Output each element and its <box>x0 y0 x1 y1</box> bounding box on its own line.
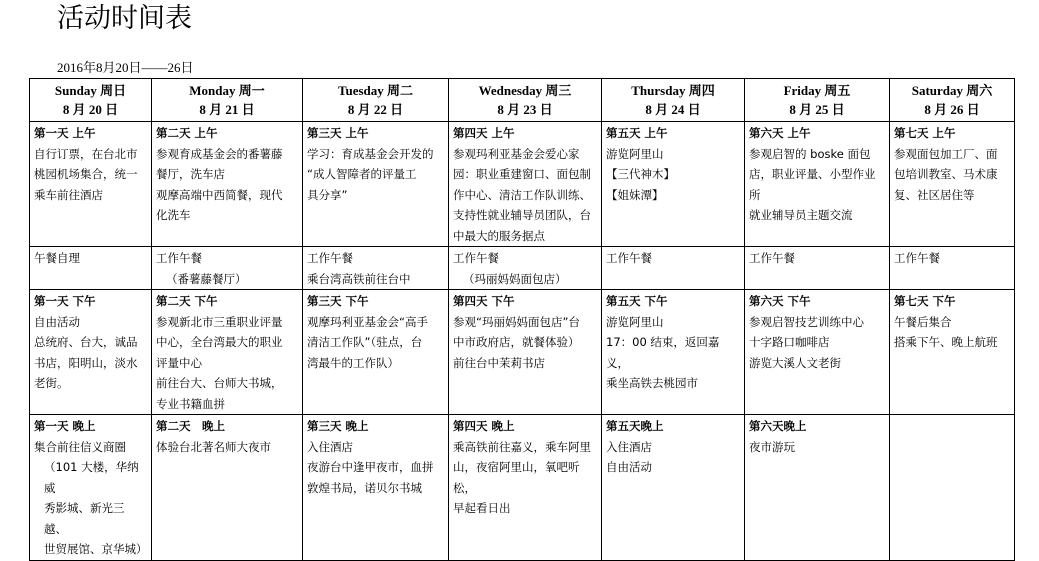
schedule-cell <box>152 415 303 561</box>
cell-heading: 第一天 上午 <box>34 126 96 140</box>
cell-text: 就业辅导员主题交流 <box>749 208 853 222</box>
cell-heading: 第四天 晚上 <box>453 419 515 433</box>
cell-text: 包培训教室、马术康 <box>894 167 998 181</box>
schedule-cell <box>745 290 890 415</box>
lunch-row <box>30 247 1015 290</box>
cell-text: 园：职业重建窗口、面包制 <box>453 167 591 181</box>
cell-text: （101 大楼，华纳威 <box>44 460 139 495</box>
day-header <box>745 79 890 122</box>
day-header <box>890 79 1015 122</box>
cell-heading: 第五天 上午 <box>606 126 668 140</box>
cell-heading: 第二天 上午 <box>156 126 218 140</box>
cell-text: 秀影城、新光三越、 <box>44 501 125 536</box>
cell-text: 化洗车 <box>156 208 191 222</box>
page-title: 活动时间表 <box>57 3 192 34</box>
cell-text: 店，职业评量、小型作业 <box>749 167 876 181</box>
schedule-cell <box>303 290 449 415</box>
cell-text: 自行订票，在台北市 <box>34 146 138 161</box>
schedule-cell <box>602 122 745 247</box>
day-name: Tuesday 周二 <box>337 83 414 98</box>
cell-text: 工作午餐 <box>894 251 940 265</box>
cell-text: 早起看日出 <box>453 501 511 515</box>
cell-text: 所 <box>749 187 761 202</box>
schedule-cell <box>602 290 745 415</box>
day-header <box>449 79 602 122</box>
day-date: 8 月 26 日 <box>924 102 980 117</box>
day-date: 8 月 23 日 <box>497 102 553 117</box>
cell-text: 中市政府店，就餐体验） <box>453 335 580 349</box>
day-name: Wednesday 周三 <box>478 83 572 98</box>
cell-text: 工作午餐 <box>749 251 795 265</box>
cell-text: 十字路口咖啡店 <box>749 335 830 349</box>
cell-heading: 第七天 上午 <box>894 126 956 140</box>
cell-text: 搭乘下午、晚上航班 <box>894 335 998 349</box>
cell-text: 工作午餐 <box>453 251 499 265</box>
schedule-cell <box>602 247 745 290</box>
cell-text: 工作午餐 <box>606 251 652 265</box>
schedule-cell <box>890 290 1015 415</box>
schedule-cell <box>449 415 602 561</box>
cell-text: 游览阿里山 <box>606 314 664 329</box>
cell-text: 山，夜宿阿里山，氧吧听松， <box>453 460 580 495</box>
cell-text: 参观启智技艺训练中心 <box>749 314 864 329</box>
schedule-cell <box>449 247 602 290</box>
cell-heading: 第二天 下午 <box>156 294 218 308</box>
cell-text: 游览阿里山 <box>606 146 664 161</box>
day-name: Friday 周五 <box>783 83 851 98</box>
cell-heading: 第四天 下午 <box>453 294 515 308</box>
cell-text: 前往台中茉莉书店 <box>453 355 545 370</box>
cell-text: 中最大的服务据点 <box>453 228 545 243</box>
cell-text: 参观“玛丽妈妈面包店”台 <box>453 314 580 329</box>
cell-text: 总统府、台大，诚品 <box>34 335 138 349</box>
schedule-cell <box>449 122 602 247</box>
cell-heading: 第六天 上午 <box>749 126 811 140</box>
cell-heading: 第二天 晚上 <box>156 419 225 433</box>
schedule-table <box>29 78 1015 561</box>
cell-text: 观摩高端中西简餐，现代 <box>156 187 283 202</box>
schedule-cell <box>449 290 602 415</box>
cell-text: 清洁工作队”（驻点，台 <box>307 335 423 349</box>
schedule-cell <box>745 122 890 247</box>
day-date: 8 月 22 日 <box>347 102 404 117</box>
cell-text: 入住酒店 <box>307 439 353 454</box>
cell-text: 评量中心 <box>156 355 202 370</box>
cell-text: 游览大溪人文老街 <box>749 355 841 370</box>
date-range: 2016年8月20日——26日 <box>57 60 194 75</box>
cell-text: 午餐自理 <box>34 251 80 265</box>
day-name: Thursday 周四 <box>631 83 715 98</box>
day-header <box>152 79 303 122</box>
cell-text: 体验台北著名师大夜市 <box>156 439 271 454</box>
day-header <box>303 79 449 122</box>
cell-text: 17：00 结束，返回嘉义， <box>606 335 720 370</box>
cell-text: 午餐后集合 <box>894 314 952 329</box>
cell-text: 自由活动 <box>606 460 652 474</box>
schedule-cell <box>602 415 745 561</box>
cell-heading: 第三天 上午 <box>307 126 369 140</box>
cell-heading: 第六天晚上 <box>749 419 807 433</box>
cell-text: 工作午餐 <box>307 251 353 265</box>
schedule-cell <box>30 122 152 247</box>
cell-text: 桃园机场集合，统一 <box>34 167 138 181</box>
cell-text: 乘台湾高铁前往台中 <box>307 271 411 286</box>
day-date: 8 月 25 日 <box>789 102 845 117</box>
cell-text: 参观育成基金会的番薯藤 <box>156 146 283 161</box>
day-date: 8 月 24 日 <box>645 102 701 117</box>
schedule-cell <box>30 247 152 290</box>
day-name: Sunday 周日 <box>54 83 127 98</box>
cell-text: 敦煌书局，诺贝尔书城 <box>307 480 422 495</box>
cell-text: 【三代神木】 <box>606 167 675 181</box>
cell-text: 书店，阳明山，淡水 <box>34 355 138 370</box>
cell-text: 夜市游玩 <box>749 439 795 454</box>
schedule-cell <box>30 415 152 561</box>
schedule-cell <box>745 247 890 290</box>
evening-row <box>30 415 1015 561</box>
day-name: Saturday 周六 <box>911 83 993 98</box>
schedule-cell <box>890 415 1015 561</box>
schedule-cell <box>303 247 449 290</box>
schedule-cell <box>303 122 449 247</box>
schedule-cell <box>152 122 303 247</box>
cell-text: 专业书籍血拼 <box>156 396 225 411</box>
cell-heading: 第四天 上午 <box>453 126 515 140</box>
day-header <box>602 79 745 122</box>
cell-heading: 第六天 下午 <box>749 294 811 308</box>
cell-text: “成人智障者的评量工 <box>307 167 417 181</box>
cell-heading: 第三天 晚上 <box>307 419 369 433</box>
cell-text: 乘高铁前往嘉义，乘车阿里 <box>453 439 591 454</box>
cell-text: 餐厅，洗车店 <box>156 167 225 181</box>
cell-text: 前往台大、台师大书城， <box>156 376 283 390</box>
cell-text: 世贸展馆、京华城） <box>44 542 148 556</box>
schedule-cell <box>890 122 1015 247</box>
schedule-cell <box>303 415 449 561</box>
cell-text: 参观启智的 boske 面包 <box>749 146 871 161</box>
cell-text: 参观面包加工厂、面 <box>894 146 998 161</box>
cell-heading: 第七天 下午 <box>894 294 956 308</box>
cell-text: 参观新北市三重职业评量 <box>156 314 283 329</box>
cell-text: 支持性就业辅导员团队，台 <box>453 208 591 222</box>
cell-text: 观摩玛利亚基金会“高手 <box>307 314 428 329</box>
cell-text: 作中心、清洁工作队训练、 <box>453 187 591 202</box>
morning-row <box>30 122 1015 247</box>
schedule-cell <box>890 247 1015 290</box>
cell-text: 中心，全台湾最大的职业 <box>156 335 283 349</box>
cell-text: 学习：育成基金会开发的 <box>307 146 434 161</box>
day-header <box>30 79 152 122</box>
cell-text: 湾最牛的工作队） <box>307 355 399 370</box>
cell-text: 乘坐高铁去桃园市 <box>606 376 698 390</box>
schedule-cell <box>152 290 303 415</box>
cell-text: 工作午餐 <box>156 251 202 265</box>
cell-text: 自由活动 <box>34 314 80 329</box>
cell-heading: 第一天 下午 <box>34 294 96 308</box>
cell-text: 老街。 <box>34 376 69 390</box>
day-name: Monday 周一 <box>189 83 265 98</box>
cell-text: 复、社区居住等 <box>894 187 975 202</box>
cell-text: （玛丽妈妈面包店） <box>463 271 567 286</box>
cell-heading: 第一天 晚上 <box>34 419 96 433</box>
cell-heading: 第五天 下午 <box>606 294 668 308</box>
cell-text: 具分享” <box>307 187 348 202</box>
cell-text: 参观玛利亚基金会爱心家 <box>453 146 580 161</box>
schedule-cell <box>152 247 303 290</box>
cell-text: 夜游台中逢甲夜市，血拼 <box>307 460 434 474</box>
cell-text: 【姐妹潭】 <box>606 187 664 202</box>
header-row <box>30 79 1015 122</box>
day-date: 8 月 20 日 <box>62 102 119 117</box>
cell-heading: 第五天晚上 <box>606 419 664 433</box>
schedule-cell <box>30 290 152 415</box>
cell-heading: 第三天 下午 <box>307 294 369 308</box>
cell-text: 入住酒店 <box>606 439 652 454</box>
day-date: 8 月 21 日 <box>199 102 255 117</box>
cell-text: 乘车前往酒店 <box>34 187 103 202</box>
cell-text: （番薯藤餐厅） <box>166 271 247 286</box>
cell-text: 集合前往信义商圈 <box>34 439 126 454</box>
schedule-cell <box>745 415 890 561</box>
afternoon-row <box>30 290 1015 415</box>
